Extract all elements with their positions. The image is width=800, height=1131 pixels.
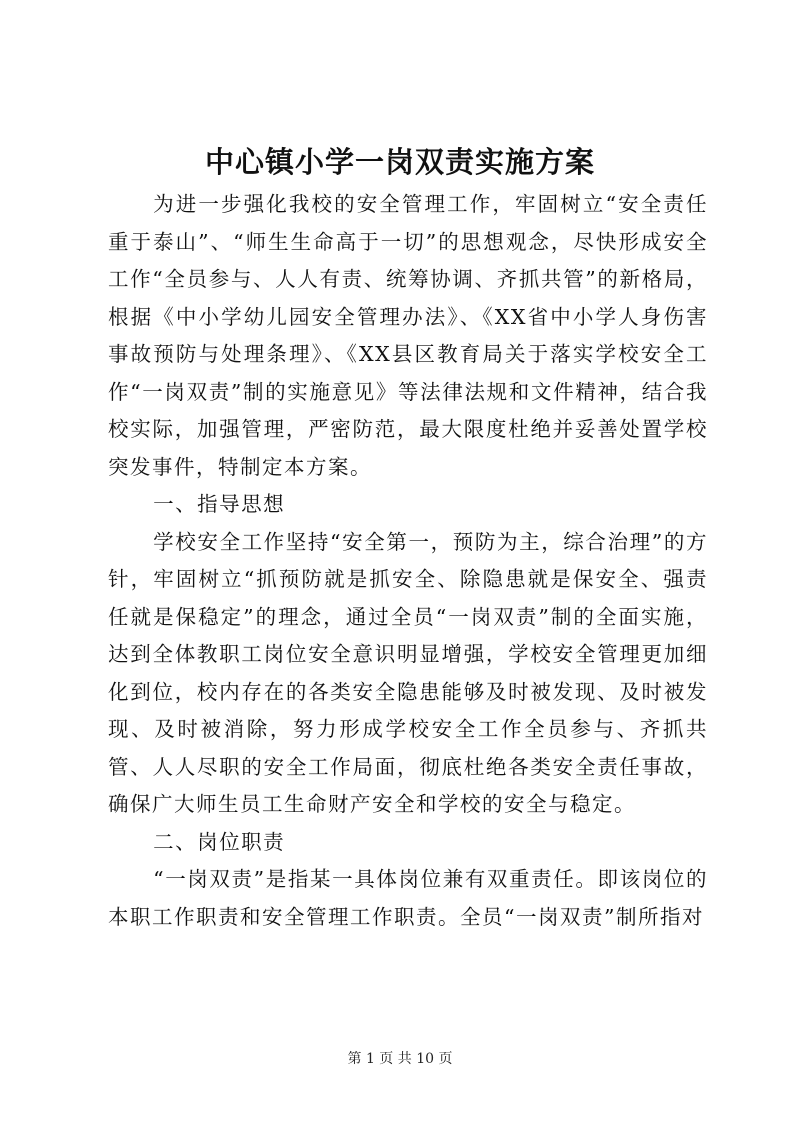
document-title: 中心镇小学一岗双责实施方案: [204, 145, 595, 179]
section-heading-guiding-thought: 一、指导思想: [153, 492, 286, 516]
job-duties-paragraph: “一岗双责”是指某一具体岗位兼有双重责任。即该岗位的本职工作职责和安全管理工作职责。全员“一岗双责”制所指对: [108, 867, 708, 929]
intro-paragraph: 为进一步强化我校的安全管理工作，牢固树立“安全责任重于泰山”、“师生生命高于一切”的思想观念，尽快形成安全工作“全员参与、人人有责、统筹协调、齐抓共管”的新格局，根据《中小学幼儿园安全管理办法》、《XX省中小学人身伤害事故预防与处理条理》、《XX县区教育局关于落实学校安全工作“一岗双责”制的实施意见》等法律法规和文件精神，结合我校实际，加强管理，严密防范，最大限度杜绝并妥善处置学校突发事件，特制定本方案。: [108, 192, 708, 479]
document-body: [108, 186, 708, 936]
guiding-thought-paragraph: 学校安全工作坚持“安全第一，预防为主，综合治理”的方针，牢固树立“抓预防就是抓安全、除隐患就是保安全、强责任就是保稳定”的理念，通过全员“一岗双责”制的全面实施，达到全体教职工岗位安全意识明显增强，学校安全管理更加细化到位，校内存在的各类安全隐患能够及时被发现、及时被发现、及时被消除，努力形成学校安全工作全员参与、齐抓共管、人人尽职的安全工作局面，彻底杜绝各类安全责任事故，确保广大师生员工生命财产安全和学校的安全与稳定。: [108, 529, 708, 816]
section-heading-job-duties: 二、岗位职责: [153, 829, 286, 854]
page-number-footer: 第 1 页 共 10 页: [347, 1051, 453, 1067]
